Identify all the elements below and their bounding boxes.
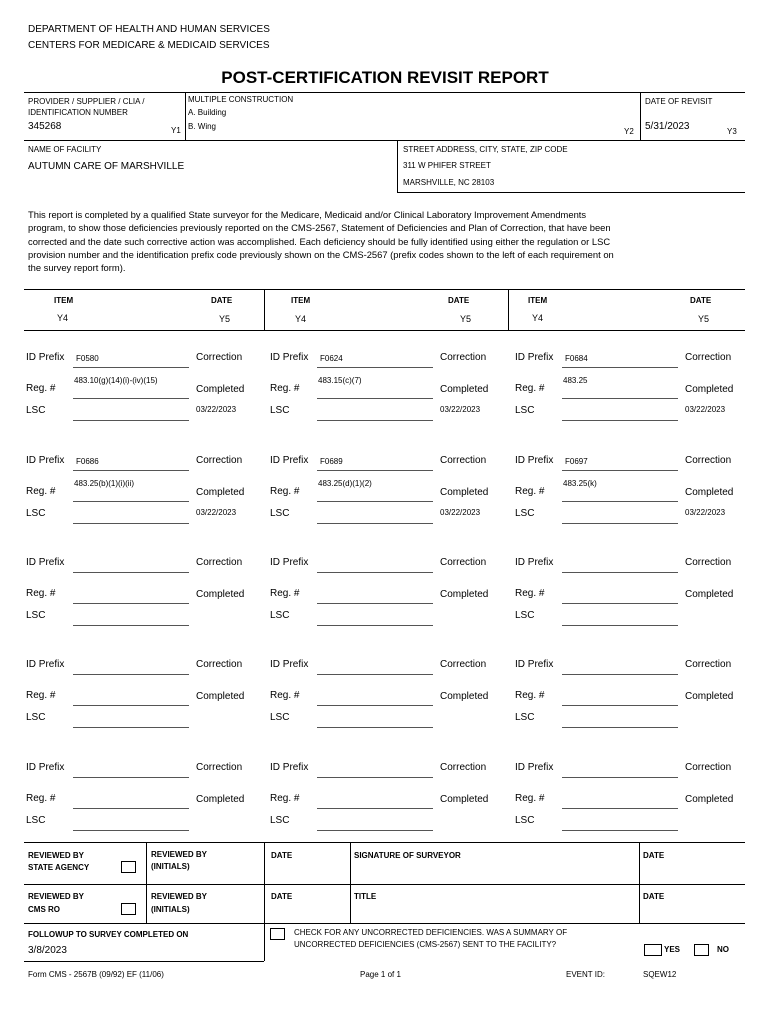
id-prefix-label: ID Prefix (26, 352, 65, 363)
state-review-label: REVIEWED BY (28, 851, 85, 860)
lsc-field[interactable] (317, 523, 433, 524)
page-number: Page 1 of 1 (360, 970, 401, 979)
wing-label: B. Wing (188, 122, 217, 131)
reg-value: 483.10(g)(14)(i)-(iv)(15) (74, 376, 158, 385)
completed-label: Completed (440, 691, 489, 702)
id-prefix-field[interactable] (73, 777, 189, 778)
lsc-label: LSC (515, 405, 535, 416)
title-label: TITLE (354, 892, 377, 901)
id-prefix-field[interactable] (317, 367, 433, 368)
correction-label: Correction (440, 455, 487, 466)
id-prefix-label: ID Prefix (26, 557, 65, 568)
reg-label: Reg. # (515, 690, 545, 701)
correction-label: Correction (440, 659, 487, 670)
event-id-label: EVENT ID: (566, 970, 605, 979)
reg-field[interactable] (73, 603, 189, 604)
completed-label: Completed (440, 487, 489, 498)
uncorrected-question-2: UNCORRECTED DEFICIENCIES (CMS-2567) SENT TO THE FACILITY? (294, 940, 557, 949)
lsc-field[interactable] (562, 727, 678, 728)
id-prefix-label: ID Prefix (270, 659, 309, 670)
reg-label: Reg. # (270, 690, 300, 701)
construction-label: MULTIPLE CONSTRUCTION (188, 95, 294, 104)
lsc-field[interactable] (317, 727, 433, 728)
reg-field[interactable] (73, 705, 189, 706)
item-header-2: ITEM (291, 296, 311, 305)
reg-label: Reg. # (26, 588, 56, 599)
no-checkbox[interactable] (694, 944, 709, 956)
lsc-label: LSC (270, 508, 290, 519)
id-prefix-value: F0580 (76, 354, 99, 363)
correction-label: Correction (196, 557, 243, 568)
lsc-field[interactable] (73, 625, 189, 626)
completed-label: Completed (196, 589, 245, 600)
address-city: MARSHVILLE, NC 28103 (403, 178, 495, 187)
reg-label: Reg. # (26, 486, 56, 497)
cms-review-date-label: DATE (271, 892, 293, 901)
correction-label: Correction (685, 762, 732, 773)
reg-field[interactable] (317, 705, 433, 706)
correction-label: Correction (440, 557, 487, 568)
id-prefix-field[interactable] (562, 777, 678, 778)
form-title: POST-CERTIFICATION REVISIT REPORT (221, 68, 549, 87)
id-prefix-label: ID Prefix (26, 659, 65, 670)
lsc-field[interactable] (562, 420, 678, 421)
reg-label: Reg. # (270, 486, 300, 497)
reg-label: Reg. # (515, 793, 545, 804)
lsc-field[interactable] (73, 523, 189, 524)
revisit-date-label: DATE OF REVISIT (645, 97, 713, 106)
lsc-label: LSC (270, 815, 290, 826)
reg-field[interactable] (317, 501, 433, 502)
reg-label: Reg. # (26, 383, 56, 394)
title-date-label: DATE (643, 892, 665, 901)
id-prefix-value: F0697 (565, 457, 588, 466)
id-prefix-label: ID Prefix (515, 557, 554, 568)
reg-field[interactable] (73, 398, 189, 399)
department-line: DEPARTMENT OF HEALTH AND HUMAN SERVICES (28, 24, 270, 35)
lsc-field[interactable] (562, 625, 678, 626)
followup-label: FOLLOWUP TO SURVEY COMPLETED ON (28, 930, 189, 939)
reg-label: Reg. # (26, 793, 56, 804)
correction-label: Correction (685, 352, 732, 363)
reg-label: Reg. # (270, 793, 300, 804)
id-prefix-value: F0689 (320, 457, 343, 466)
lsc-label: LSC (515, 712, 535, 723)
state-initials-label: REVIEWED BY (151, 850, 208, 859)
completion-date: 03/22/2023 (440, 508, 481, 517)
cms-review-label: REVIEWED BY (28, 892, 85, 901)
reg-field[interactable] (317, 398, 433, 399)
lsc-label: LSC (515, 508, 535, 519)
reg-label: Reg. # (270, 588, 300, 599)
lsc-label: LSC (26, 815, 46, 826)
id-prefix-label: ID Prefix (515, 455, 554, 466)
completed-label: Completed (440, 384, 489, 395)
id-prefix-label: ID Prefix (270, 352, 309, 363)
id-prefix-label: ID Prefix (270, 557, 309, 568)
id-prefix-label: ID Prefix (515, 762, 554, 773)
uncorrected-question: CHECK FOR ANY UNCORRECTED DEFICIENCIES. WAS A SUMMARY OF (294, 928, 568, 937)
lsc-field[interactable] (73, 727, 189, 728)
correction-label: Correction (196, 455, 243, 466)
lsc-label: LSC (26, 405, 46, 416)
completed-label: Completed (196, 691, 245, 702)
lsc-label: LSC (26, 508, 46, 519)
id-prefix-field[interactable] (73, 674, 189, 675)
completion-date: 03/22/2023 (196, 405, 237, 414)
item-code-1: Y4 (57, 313, 69, 323)
date-code-1: Y5 (219, 314, 231, 324)
completed-label: Completed (685, 691, 734, 702)
reg-label: Reg. # (270, 383, 300, 394)
state-agency-checkbox[interactable] (121, 861, 136, 873)
lsc-field[interactable] (73, 420, 189, 421)
reg-field[interactable] (562, 705, 678, 706)
completed-label: Completed (685, 589, 734, 600)
lsc-field[interactable] (317, 625, 433, 626)
date-header-3: DATE (690, 296, 712, 305)
id-prefix-value: F0624 (320, 354, 343, 363)
completed-label: Completed (196, 794, 245, 805)
id-prefix-field[interactable] (317, 674, 433, 675)
state-review-date-label: DATE (271, 851, 293, 860)
lsc-field[interactable] (562, 523, 678, 524)
id-prefix-field[interactable] (73, 470, 189, 471)
construction-code: Y2 (624, 127, 634, 136)
correction-label: Correction (685, 455, 732, 466)
reg-value: 483.25(b)(1)(i)(ii) (74, 479, 135, 488)
id-prefix-field[interactable] (317, 777, 433, 778)
id-prefix-label: ID Prefix (26, 762, 65, 773)
reg-label: Reg. # (515, 486, 545, 497)
item-header-3: ITEM (528, 296, 548, 305)
reg-label: Reg. # (515, 383, 545, 394)
correction-label: Correction (440, 762, 487, 773)
id-prefix-field[interactable] (317, 470, 433, 471)
date-header-1: DATE (211, 296, 233, 305)
completed-label: Completed (196, 487, 245, 498)
yes-checkbox[interactable] (644, 944, 662, 956)
lsc-label: LSC (26, 610, 46, 621)
id-prefix-value: F0686 (76, 457, 99, 466)
provider-label-2: IDENTIFICATION NUMBER (28, 108, 128, 117)
no-label: NO (717, 945, 729, 954)
lsc-field[interactable] (73, 830, 189, 831)
agency-line: CENTERS FOR MEDICARE & MEDICAID SERVICES (28, 40, 270, 51)
date-code-2: Y5 (460, 314, 472, 324)
reg-label: Reg. # (515, 588, 545, 599)
item-code-2: Y4 (295, 314, 307, 324)
provider-number: 345268 (28, 121, 62, 132)
cms-initials-label: REVIEWED BY (151, 892, 208, 901)
yes-label: YES (664, 945, 681, 954)
completed-label: Completed (196, 384, 245, 395)
id-prefix-value: F0684 (565, 354, 588, 363)
revisit-date: 5/31/2023 (645, 121, 690, 132)
correction-label: Correction (196, 659, 243, 670)
facility-name: AUTUMN CARE OF MARSHVILLE (28, 161, 185, 172)
completed-label: Completed (685, 384, 734, 395)
reg-value: 483.25 (563, 376, 588, 385)
facility-name-label: NAME OF FACILITY (28, 145, 102, 154)
id-prefix-field[interactable] (562, 470, 678, 471)
reg-field[interactable] (73, 501, 189, 502)
state-review-label-2: STATE AGENCY (28, 863, 90, 872)
provider-code: Y1 (171, 126, 181, 135)
completed-label: Completed (440, 589, 489, 600)
lsc-label: LSC (270, 712, 290, 723)
lsc-label: LSC (270, 610, 290, 621)
uncorrected-checkbox[interactable] (270, 928, 285, 940)
id-prefix-field[interactable] (562, 367, 678, 368)
reg-field[interactable] (562, 398, 678, 399)
address-label: STREET ADDRESS, CITY, STATE, ZIP CODE (403, 145, 568, 154)
cms-review-label-2: CMS RO (28, 905, 60, 914)
lsc-label: LSC (270, 405, 290, 416)
completion-date: 03/22/2023 (685, 405, 726, 414)
reg-field[interactable] (562, 808, 678, 809)
instructions-paragraph: This report is completed by a qualified State surveyor for the Medicare, Medicaid and/or Clinical Laboratory Improvement Amendments program, to show those deficiencies previously reported on the CMS-2567, Statement of Deficiencies and Plan of Correction, that have been corrected and the date such corrective action was accomplished. Each deficiency should be fully identified using either the regulation or LSC provision number and the identification prefix code previously shown on the CMS-2567 (prefix codes shown to the left of each requirement on the survey report form). (28, 209, 614, 274)
id-prefix-label: ID Prefix (515, 659, 554, 670)
cms-ro-checkbox[interactable] (121, 903, 136, 915)
id-prefix-label: ID Prefix (515, 352, 554, 363)
completed-label: Completed (685, 794, 734, 805)
event-id: SQEW12 (643, 970, 677, 979)
correction-label: Correction (685, 557, 732, 568)
completion-date: 03/22/2023 (685, 508, 726, 517)
followup-date: 3/8/2023 (28, 945, 67, 956)
id-prefix-field[interactable] (562, 572, 678, 573)
item-code-3: Y4 (532, 313, 544, 323)
id-prefix-field[interactable] (73, 367, 189, 368)
id-prefix-label: ID Prefix (26, 455, 65, 466)
lsc-label: LSC (26, 712, 46, 723)
reg-field[interactable] (562, 603, 678, 604)
reg-label: Reg. # (26, 690, 56, 701)
id-prefix-field[interactable] (317, 572, 433, 573)
id-prefix-field[interactable] (562, 674, 678, 675)
reg-field[interactable] (73, 808, 189, 809)
completion-date: 03/22/2023 (196, 508, 237, 517)
reg-field[interactable] (317, 603, 433, 604)
lsc-label: LSC (515, 610, 535, 621)
reg-field[interactable] (317, 808, 433, 809)
reg-field[interactable] (562, 501, 678, 502)
correction-label: Correction (685, 659, 732, 670)
correction-label: Correction (196, 762, 243, 773)
reg-value: 483.15(c)(7) (318, 376, 362, 385)
provider-label: PROVIDER / SUPPLIER / CLIA / (28, 97, 145, 106)
form-number: Form CMS - 2567B (09/92) EF (11/06) (28, 970, 164, 979)
completed-label: Completed (685, 487, 734, 498)
signature-date-label: DATE (643, 851, 665, 860)
building-label: A. Building (188, 108, 227, 117)
completed-label: Completed (440, 794, 489, 805)
cms-initials-label-2: (INITIALS) (151, 905, 190, 914)
date-header-2: DATE (448, 296, 470, 305)
item-header-1: ITEM (54, 296, 74, 305)
correction-label: Correction (440, 352, 487, 363)
completion-date: 03/22/2023 (440, 405, 481, 414)
id-prefix-field[interactable] (73, 572, 189, 573)
lsc-field[interactable] (317, 830, 433, 831)
address-street: 311 W PHIFER STREET (403, 161, 491, 170)
reg-value: 483.25(d)(1)(2) (318, 479, 372, 488)
lsc-field[interactable] (317, 420, 433, 421)
id-prefix-label: ID Prefix (270, 762, 309, 773)
correction-label: Correction (196, 352, 243, 363)
revisit-code: Y3 (727, 127, 737, 136)
lsc-label: LSC (515, 815, 535, 826)
reg-value: 483.25(k) (563, 479, 597, 488)
signature-label: SIGNATURE OF SURVEYOR (354, 851, 461, 860)
date-code-3: Y5 (698, 314, 710, 324)
lsc-field[interactable] (562, 830, 678, 831)
id-prefix-label: ID Prefix (270, 455, 309, 466)
state-initials-label-2: (INITIALS) (151, 862, 190, 871)
